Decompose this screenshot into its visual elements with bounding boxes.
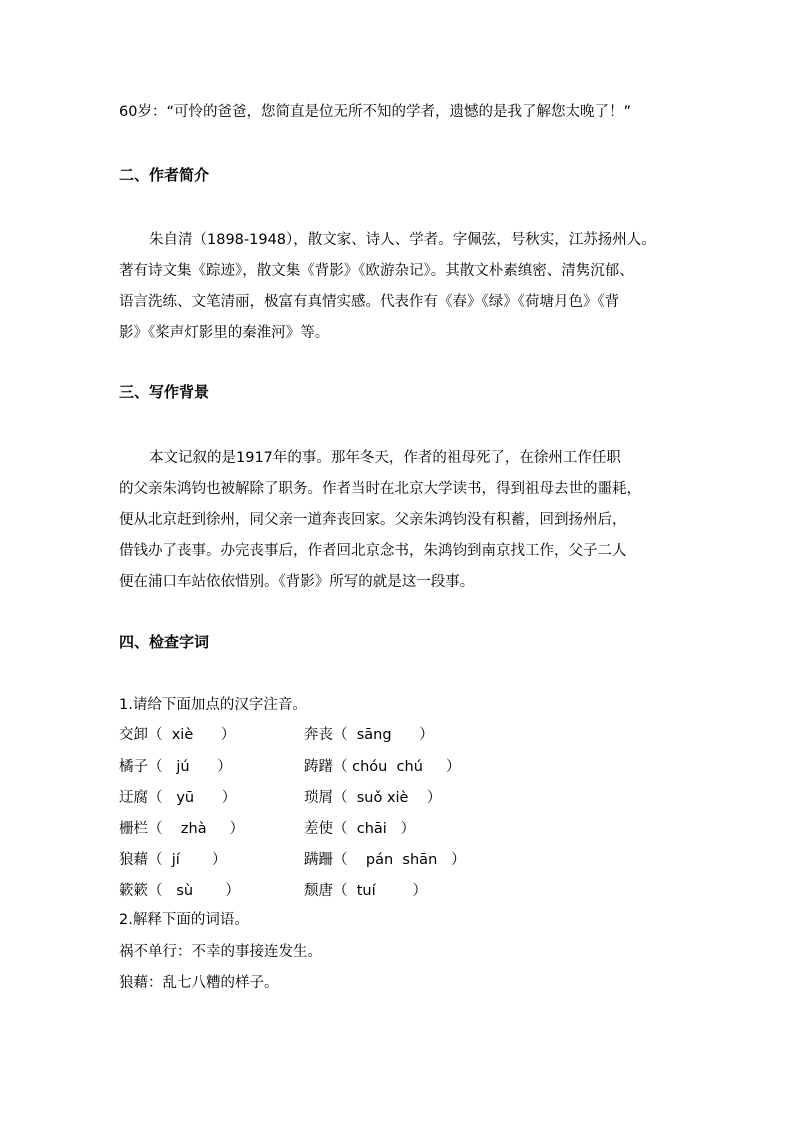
paragraph-line: 本文记叙的是1917年的事。那年冬天，作者的祖母死了，在徐州工作任职 xyxy=(149,450,621,466)
section-heading-check-words: 四、检查字词 xyxy=(119,633,210,651)
pinyin-item: 簌簌（ sù ） xyxy=(119,883,240,899)
pinyin-item: 橘子（ jú ） xyxy=(119,759,232,775)
pinyin-item: 差使（ chāi ） xyxy=(304,821,416,837)
section-heading-writing-background: 三、写作背景 xyxy=(119,383,210,401)
author-intro-paragraph xyxy=(119,225,679,349)
paragraph-line: 语言洗练、文笔清丽，极富有真情实感。代表作有《春》《绿》《荷塘月色》《背 xyxy=(119,294,620,310)
pinyin-item: 颓唐（ tuí ） xyxy=(304,883,427,899)
paragraph-line: 影》《桨声灯影里的秦淮河》等。 xyxy=(119,325,330,341)
pinyin-item: 栅栏（ zhà ） xyxy=(119,821,245,837)
paragraph-line: 便在浦口车站依依惜别。《背影》所写的就是这一段事。 xyxy=(119,574,475,590)
paragraph-line: 的父亲朱鸿钧也被解除了职务。作者当时在北京大学读书，得到祖母去世的噩耗， xyxy=(119,481,641,497)
definition-line: 祸不单行：不幸的事接连发生。 xyxy=(119,944,322,960)
question-1-title: 1.请给下面加点的汉字注音。 xyxy=(119,697,307,713)
pinyin-item: 狼藉（ jí ） xyxy=(119,852,227,868)
paragraph-line: 借钱办了丧事。办完丧事后，作者回北京念书，朱鸿钧到南京找工作，父子二人 xyxy=(119,543,627,559)
quote-line: 60岁：“可怜的爸爸，您简直是位无所不知的学者，遗憾的是我了解您太晚了！” xyxy=(119,104,631,120)
pinyin-item: 交卸（ xiè ） xyxy=(119,727,236,743)
writing-background-paragraph xyxy=(119,443,679,598)
paragraph-line: 著有诗文集《踪迹》，散文集《背影》《欧游杂记》。其散文朴素缜密、清隽沉郁、 xyxy=(119,263,634,279)
paragraph-line: 朱自清（1898-1948），散文家、诗人、学者。字佩弦，号秋实，江苏扬州人。 xyxy=(149,232,656,248)
definition-line: 狼藉：乱七八糟的样子。 xyxy=(119,975,279,991)
paragraph-line: 便从北京赶到徐州，同父亲一道奔丧回家。父亲朱鸿钧没有积蓄，回到扬州后， xyxy=(119,512,627,528)
pinyin-item: 琐屑（ suǒ xiè ） xyxy=(304,790,442,806)
pinyin-item: 迂腐（ yū ） xyxy=(119,790,237,806)
pinyin-item: 蹒跚（ pán shān ） xyxy=(304,852,466,868)
section-heading-author-intro: 二、作者简介 xyxy=(119,166,210,184)
pinyin-item: 踌躇（ chóu chú ） xyxy=(304,759,461,775)
question-2-title: 2.解释下面的词语。 xyxy=(119,912,249,928)
pinyin-item: 奔丧（ sāng ） xyxy=(304,727,434,743)
